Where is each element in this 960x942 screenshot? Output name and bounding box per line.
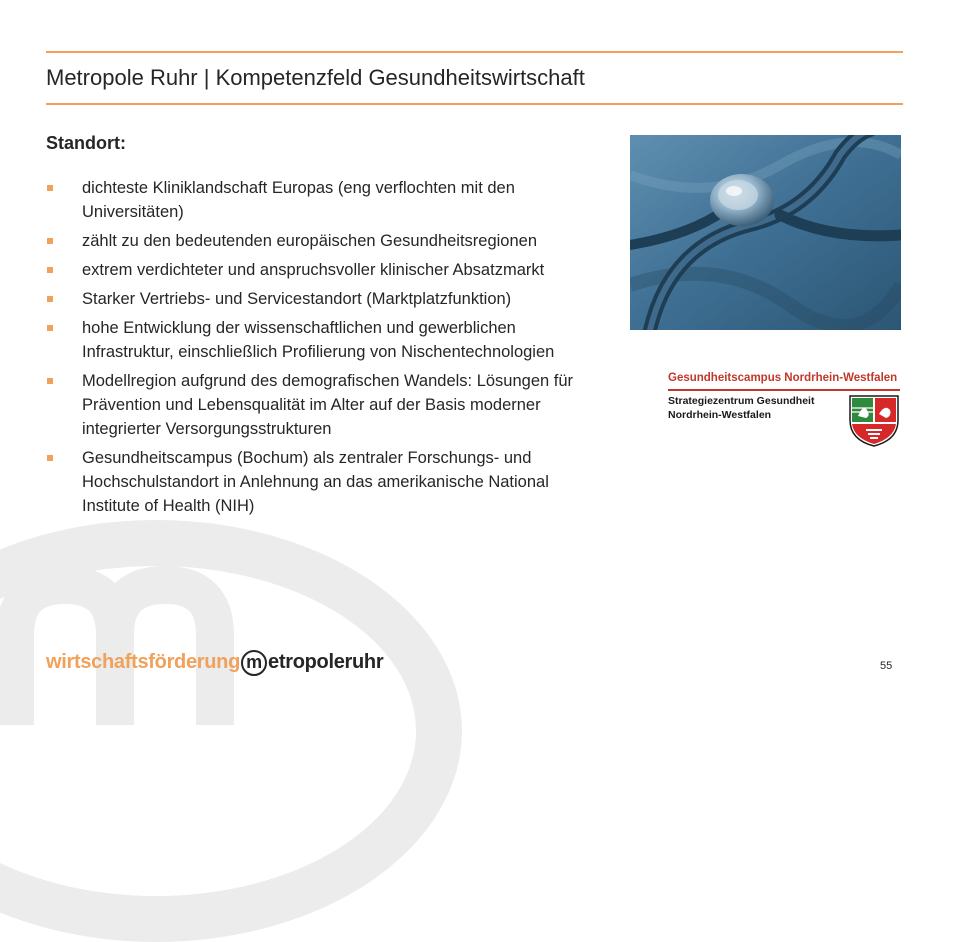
bullet-item bbox=[46, 369, 610, 441]
bullet-item bbox=[46, 176, 610, 224]
bullet-icon bbox=[47, 325, 53, 331]
logo-part-metropoleruhr: etropoleruhr bbox=[268, 651, 384, 673]
bullet-icon bbox=[47, 455, 53, 461]
campus-logo-rule bbox=[668, 389, 900, 391]
section-heading: Standort: bbox=[46, 133, 126, 153]
nrw-crest-icon bbox=[848, 394, 900, 448]
bullet-item bbox=[46, 229, 610, 253]
logo-part-wirtschaftsfoerderung: wirtschaftsförderung bbox=[46, 651, 241, 673]
bullet-item bbox=[46, 446, 610, 518]
campus-logo-subtitle bbox=[668, 394, 838, 422]
bullet-item bbox=[46, 287, 610, 311]
slide-title: Metropole Ruhr | Kompetenzfeld Gesundheitswirtschaft bbox=[46, 65, 585, 90]
bullet-icon bbox=[47, 378, 53, 384]
bullet-text: Modellregion aufgrund des demografischen Wandels: Lösungen für Prävention und Lebensqualität im Alter auf der Basis moderner integrierter Versorgungsstrukturen bbox=[82, 372, 574, 438]
bullet-icon bbox=[47, 185, 53, 191]
header-bottom-rule bbox=[46, 103, 903, 105]
bullet-list bbox=[46, 176, 610, 523]
header-top-rule bbox=[46, 51, 903, 53]
bullet-text: zählt zu den bedeutenden europäischen Gesundheitsregionen bbox=[82, 232, 538, 250]
bullet-text: Starker Vertriebs- und Servicestandort (Marktplatzfunktion) bbox=[82, 290, 512, 308]
bullet-text: dichteste Kliniklandschaft Europas (eng verflochten mit den Universitäten) bbox=[82, 179, 515, 221]
bullet-item bbox=[46, 316, 610, 364]
bullet-text: hohe Entwicklung der wissenschaftlichen und gewerblichen Infrastruktur, einschließlich Profilierung von Nischentechnologien bbox=[82, 319, 555, 361]
stethoscope-icon bbox=[630, 135, 901, 330]
bullet-text: extrem verdichteter und anspruchsvoller klinischer Absatzmarkt bbox=[82, 261, 545, 279]
bullet-icon bbox=[47, 267, 53, 273]
stethoscope-photo bbox=[630, 135, 901, 330]
wirtschaftsfoerderung-metropoleruhr-logo bbox=[46, 650, 383, 680]
bullet-icon bbox=[47, 296, 53, 302]
logo-m-circle-icon: m bbox=[241, 650, 267, 676]
gesundheitscampus-logo bbox=[668, 372, 903, 452]
page-number: 55 bbox=[880, 660, 893, 672]
bullet-text: Gesundheitscampus (Bochum) als zentraler Forschungs- und Hochschulstandort in Anlehnung an das amerikanische National Institute of Health (NIH) bbox=[82, 449, 549, 515]
watermark-m-icon bbox=[0, 565, 355, 725]
campus-logo-title: Gesundheitscampus Nordrhein-Westfalen bbox=[668, 372, 898, 384]
bullet-item bbox=[46, 258, 610, 282]
campus-logo-subtitle-line2: Nordrhein-Westfalen bbox=[668, 409, 772, 421]
bullet-icon bbox=[47, 238, 53, 244]
campus-logo-subtitle-line1: Strategiezentrum Gesundheit bbox=[668, 395, 815, 407]
